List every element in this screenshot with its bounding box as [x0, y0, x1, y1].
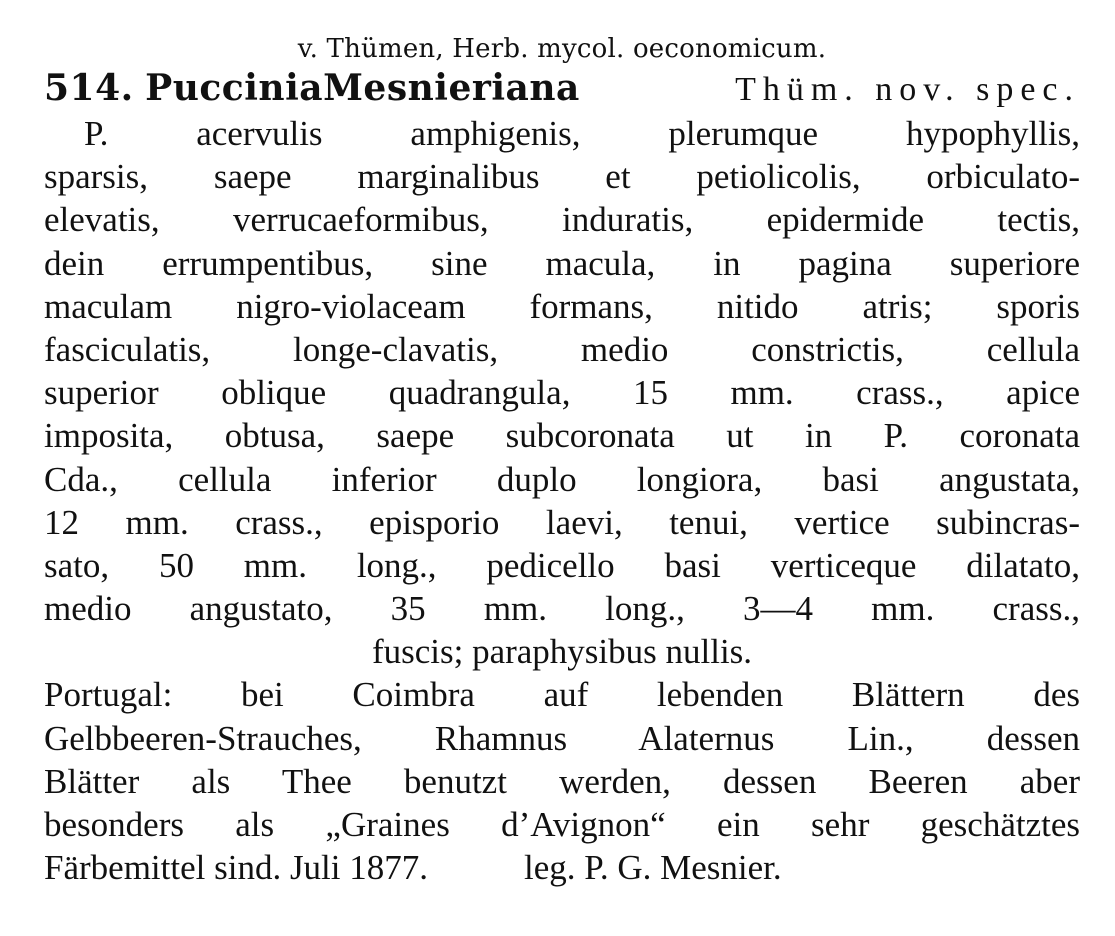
date-text: Färbemittel sind. Juli 1877.: [44, 848, 429, 888]
genus-name: Puccinia: [145, 67, 324, 109]
description-line: maculam nigro-violaceam formans, nitido atris; sporis: [44, 286, 1080, 326]
page-header: v. Thümen, Herb. mycol. oeconomicum.: [297, 34, 827, 64]
locality-line: Blätter als Thee benutzt werden, dessen Beeren aber: [44, 761, 1080, 801]
description-line: sparsis, saepe marginalibus et petiolicolis, orbiculato-: [44, 157, 1080, 197]
description-line: elevatis, verrucaeformibus, induratis, epidermide tectis,: [44, 200, 1080, 240]
locality-line: Gelbbeeren-Strauches, Rhamnus Alaternus Lin., dessen: [44, 718, 1080, 758]
locality: [44, 673, 1080, 889]
locality-line: Portugal: bei Coimbra auf lebenden Blättern des: [44, 675, 1080, 715]
description-line: fasciculatis, longe-clavatis, medio constrictis, cellula: [44, 329, 1080, 369]
entry-number: 514.: [44, 67, 134, 109]
description-line: P. acervulis amphigenis, plerumque hypophyllis,: [84, 114, 1080, 153]
description-line: sato, 50 mm. long., pedicello basi verticeque dilatato,: [44, 545, 1080, 585]
author-citation: Thüm. nov. spec.: [735, 71, 1080, 108]
description: [44, 112, 1080, 673]
herbarium-label: [44, 32, 1080, 889]
description-line: 12 mm. crass., episporio laevi, tenui, vertice subincras-: [44, 502, 1080, 542]
locality-final-line: [44, 846, 1080, 889]
species-name: Mesnieriana: [323, 67, 580, 109]
entry-title: [44, 66, 1080, 112]
description-line: imposita, obtusa, saepe subcoronata ut in P. coronata: [44, 416, 1080, 456]
description-line: fuscis; paraphysibus nullis.: [371, 632, 753, 672]
description-line: medio angustato, 35 mm. long., 3—4 mm. crass.,: [44, 589, 1080, 629]
description-line: Cda., cellula inferior duplo longiora, basi angustata,: [44, 459, 1080, 499]
description-line: superior oblique quadrangula, 15 mm. crass., apice: [44, 373, 1080, 413]
locality-line: besonders als „Graines d’Avignon“ ein sehr geschätztes: [44, 805, 1080, 844]
collector-signature: leg. P. G. Mesnier.: [524, 848, 782, 888]
description-line: dein errumpentibus, sine macula, in pagina superiore: [44, 243, 1080, 283]
